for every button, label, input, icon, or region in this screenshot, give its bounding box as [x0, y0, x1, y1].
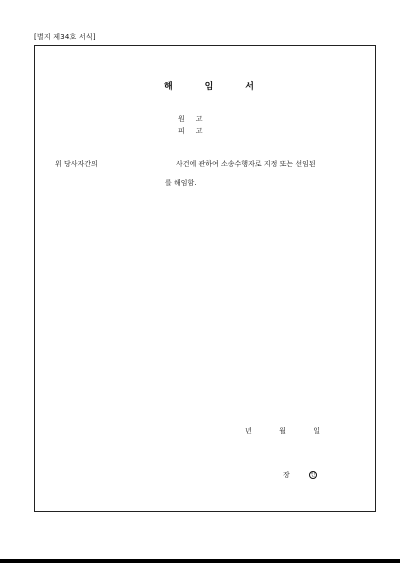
- signature-line: [283, 470, 317, 480]
- plaintiff-label: [178, 114, 203, 124]
- defendant-label: [178, 126, 203, 136]
- signature-title: 장: [283, 471, 290, 479]
- seal-icon: 인: [310, 471, 316, 478]
- date-day-label: 일: [313, 427, 320, 435]
- plaintiff-char: 고: [195, 115, 203, 123]
- date-month-label: 월: [279, 427, 286, 435]
- title-char: 임: [204, 82, 214, 92]
- body-text-parties: 위 당사자간의: [55, 160, 98, 168]
- date-year-label: 년: [245, 427, 252, 435]
- plaintiff-char: 원: [178, 115, 185, 123]
- date-line: [245, 426, 320, 436]
- form-number-label: [별지 제34호 서식]: [34, 33, 96, 41]
- page-bottom-rule: [0, 559, 400, 563]
- document-frame: [34, 45, 376, 512]
- document-title: [164, 79, 254, 92]
- title-char: 서: [245, 82, 254, 92]
- defendant-char: 피: [178, 127, 185, 135]
- body-text-dismissal: 를 해임함.: [165, 179, 197, 187]
- title-char: 해: [164, 82, 173, 92]
- body-text-case: 사건에 관하여 소송수행자로 지정 또는 선임된: [176, 160, 316, 168]
- defendant-char: 고: [195, 127, 203, 135]
